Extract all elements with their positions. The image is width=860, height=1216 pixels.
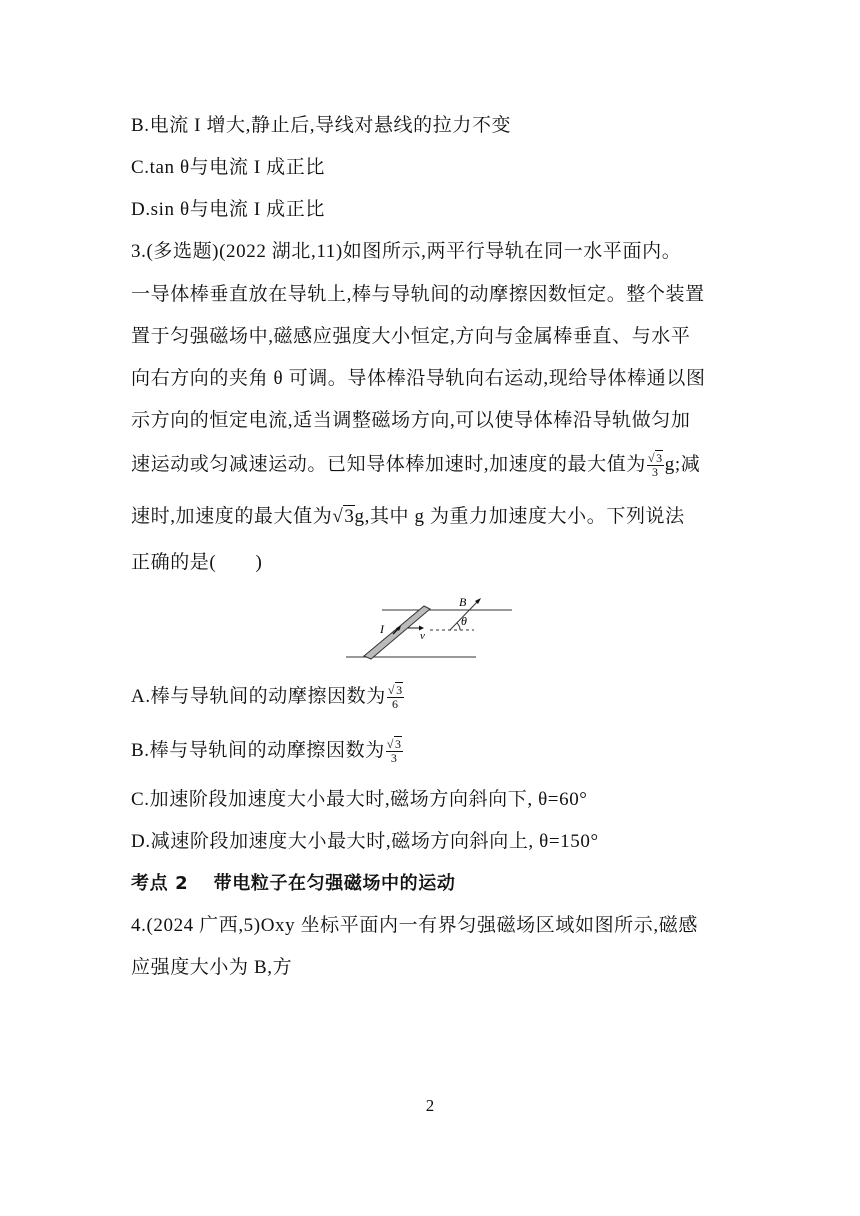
- page-number: 2: [425, 1096, 435, 1115]
- fraction-sqrt3-over-6: $\frac{√3}{6}$: [387, 683, 403, 711]
- option-d-prev: D.sin θ与电流 I 成正比: [131, 199, 325, 220]
- question-4-line-1: 4.(2024 广西,5)Oxy 坐标平面内一有界匀强磁场区域如图所示,磁感: [131, 915, 698, 936]
- fraction-sqrt3-over-3-b: $\frac{√3}{3}$: [386, 737, 402, 765]
- label-velocity: v: [420, 630, 425, 642]
- question-3-line-5: 示方向的恒定电流,适当调整磁场方向,可以使导体棒沿导轨做匀加: [131, 410, 691, 431]
- option-b-prev: B.电流 I 增大,静止后,导线对悬线的拉力不变: [131, 115, 512, 136]
- conductor-rod-figure: [346, 590, 514, 662]
- line-6-text-b: g;减: [664, 453, 701, 475]
- sqrt3-inline: √3: [332, 506, 355, 527]
- label-field: B: [459, 595, 467, 609]
- option-c: C.加速阶段加速度大小最大时,磁场方向斜向下, θ=60°: [131, 789, 588, 810]
- line-7-text-a: 速时,加速度的最大值为: [131, 506, 333, 527]
- question-3-line-2: 一导体棒垂直放在导轨上,棒与导轨间的动摩擦因数恒定。整个装置: [131, 284, 705, 305]
- fraction-sqrt3-over-3: $\frac{√3}{3}$: [647, 451, 663, 479]
- line-7-text-b: g,其中 g 为重力加速度大小。下列说法: [354, 506, 685, 527]
- option-a-text: A.棒与导轨间的动摩擦因数为: [131, 685, 386, 707]
- label-theta: θ: [461, 614, 467, 628]
- question-3-line-7: [131, 505, 685, 529]
- question-3-line-3: 置于匀强磁场中,磁感应强度大小恒定,方向与金属棒垂直、与水平: [131, 326, 691, 347]
- option-a: [131, 684, 405, 711]
- section-heading: 考点 2 带电粒子在匀强磁场中的运动: [131, 873, 456, 894]
- question-4-line-2: 应强度大小为 B,方: [131, 957, 293, 978]
- question-3-line-6: [131, 452, 700, 479]
- question-3-line-8: 正确的是( ): [131, 552, 263, 573]
- option-b: [131, 738, 404, 765]
- label-current: I: [380, 622, 384, 636]
- question-3-line-4: 向右方向的夹角 θ 可调。导体棒沿导轨向右运动,现给导体棒通以图: [131, 368, 706, 389]
- option-b-text: B.棒与导轨间的动摩擦因数为: [131, 739, 385, 761]
- option-d: D.减速阶段加速度大小最大时,磁场方向斜向上, θ=150°: [131, 831, 599, 852]
- sqrt-sign: √3: [647, 451, 663, 465]
- line-6-text-a: 速运动或匀减速运动。已知导体棒加速时,加速度的最大值为: [131, 453, 646, 475]
- question-3-line-1: 3.(多选题)(2022 湖北,11)如图所示,两平行导轨在同一水平面内。: [131, 241, 682, 262]
- option-c-prev: C.tan θ与电流 I 成正比: [131, 157, 325, 178]
- angle-arc: [457, 623, 460, 630]
